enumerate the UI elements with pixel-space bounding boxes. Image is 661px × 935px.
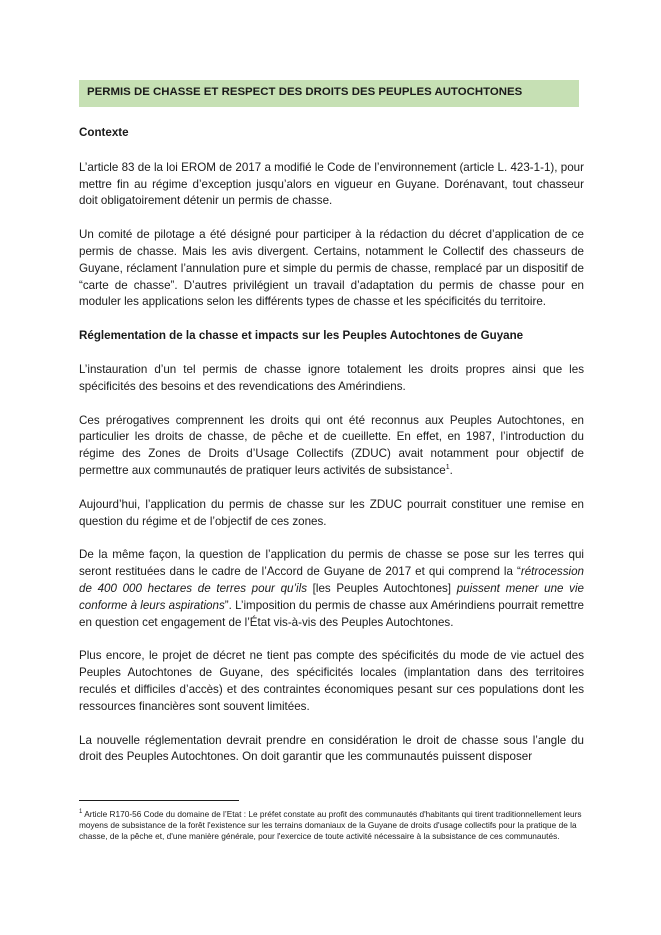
footnote-text: Article R170-56 Code du domaine de l’Etat : Le préfet constate au profit des communautés d'habitants qui tirent traditionnellement leurs moyens de subsistance de la forêt l'existence sur les terrains domaniaux de la Guyane de droits d'usage collectifs pour la pratique de la chasse, de la pêche et, d'une manière générale, pour l'exercice de toute activité nécessaire à la subsistance de ces communautés. (79, 809, 582, 842)
footnote (79, 809, 584, 843)
document-title: PERMIS DE CHASSE ET RESPECT DES DROITS DES PEUPLES AUTOCHTONES (79, 80, 579, 107)
section-heading-reglementation: Réglementation de la chasse et impacts sur les Peuples Autochtones de Guyane (79, 329, 524, 343)
paragraph: Plus encore, le projet de décret ne tient pas compte des spécificités du mode de vie actuel des Peuples Autochtones de Guyane, des spécificités locales (implantation dans des territoires reculés et difficiles d’accès) et des contraintes économiques pesant sur ces populations dont les ressources financières sont souvent limitées. (79, 649, 584, 713)
paragraph (79, 547, 584, 631)
paragraph: La nouvelle réglementation devrait prendre en considération le droit de chasse sous l’angle du droit des Peuples Autochtones. On doit garantir que les communautés puissent disposer (79, 733, 584, 764)
footnote-reference[interactable]: 1 (445, 464, 450, 472)
paragraph: L’instauration d’un tel permis de chasse ignore totalement les droits propres ainsi que les spécificités des besoins et des revendications des Amérindiens. (79, 362, 584, 393)
quote-italic: puissent mener une vie conforme à leurs aspirations (79, 581, 584, 612)
footnote-separator (79, 800, 239, 801)
section-heading-contexte: Contexte (79, 126, 129, 139)
paragraph: Un comité de pilotage a été désigné pour participer à la rédaction du décret d’application de ce permis de chasse. Mais les avis divergent. Certains, notamment le Collectif des chasseurs de Guyane, réclament l’annulation pure et simple du permis de chasse, remplacé par un dispositif de “carte de chasse”. D’autres privilégient un travail d’adaptation du permis de chasse pour en moduler les applications selon les différents types de chasse et les spécificités du territoire. (79, 228, 584, 309)
paragraph: Aujourd’hui, l’application du permis de chasse sur les ZDUC pourrait constituer une remise en question du régime et de l’objectif de ces zones. (79, 497, 584, 528)
paragraph-text-end: . (449, 463, 453, 477)
paragraph-text-end: ”. L’imposition du permis de chasse aux Amérindiens pourrait remettre en question cet engagement de l’État vis-à-vis des Peuples Autochtones. (79, 598, 584, 629)
footnote-number: 1 (79, 809, 83, 816)
paragraph: L’article 83 de la loi EROM de 2017 a modifié le Code de l’environnement (article L. 423-1-1), pour mettre fin au régime d’exception jusqu’alors en vigueur en Guyane. Dorénavant, tout chasseur doit obligatoirement détenir un permis de chasse. (79, 160, 584, 208)
paragraph-text: De la même façon, la question de l’application du permis de chasse se pose sur les terres qui seront restituées dans le cadre de l’Accord de Guyane de 2017 et qui comprend la “ (79, 548, 584, 579)
paragraph (79, 413, 584, 480)
paragraph-text: Ces prérogatives comprennent les droits qui ont été reconnus aux Peuples Autochtones, en particulier les droits de chasse, de pêche et de cueillette. En effet, en 1987, l’introduction du régime des Zones de Droits d’Usage Collectifs (ZDUC) avait notamment pour objectif de permettre aux communautés de pratiquer leurs activités de subsistance (79, 413, 584, 477)
quote-italic: rétrocession de 400 000 hectares de terres pour qu’ils (79, 565, 584, 595)
document-body (79, 125, 584, 766)
bracket-text: [les Peuples Autochtones] (307, 581, 457, 595)
